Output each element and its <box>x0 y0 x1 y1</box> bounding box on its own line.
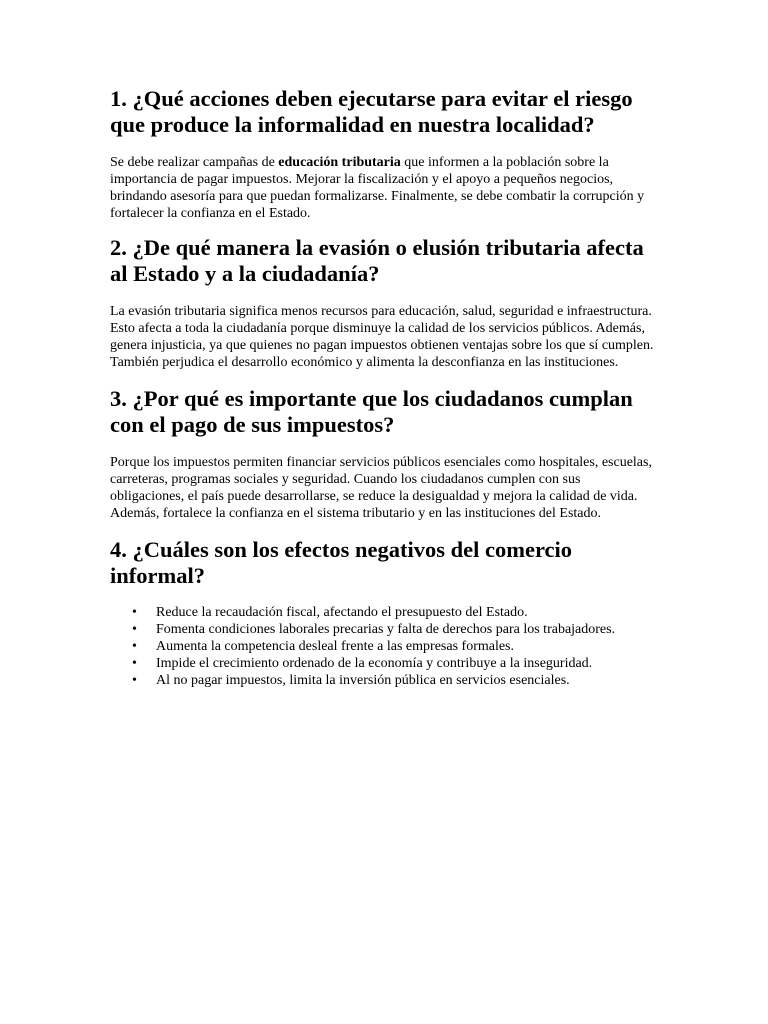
answer-1-paragraph <box>110 154 658 222</box>
answer-1-text-end: que informen a la población sobre la importancia de pagar impuestos. Mejorar la fiscalización y el apoyo a pequeños negocios, brindando asesoría para que puedan formalizarse. Finalmente, se debe combatir la corrupción y fortalecer la confianza en el Estado. <box>110 155 645 221</box>
list-item-text: Aumenta la competencia desleal frente a las empresas formales. <box>156 639 515 654</box>
bullet-icon: • <box>132 639 137 654</box>
answer-4-bullet-list <box>110 604 658 689</box>
bullet-icon: • <box>132 656 137 671</box>
question-3-heading: 3. ¿Por qué es importante que los ciudadanos cumplan con el pago de sus impuestos? <box>110 386 633 437</box>
list-item <box>132 655 658 672</box>
list-item <box>132 672 658 689</box>
answer-3-paragraph: Porque los impuestos permiten financiar servicios públicos esenciales como hospitales, escuelas, carreteras, programas sociales y seguridad. Cuando los ciudadanos cumplen con sus obligaciones, el país puede desarrollarse, se reduce la desigualdad y mejora la calidad de vida. Además, fortalece la confianza en el sistema tributario y en las instituciones del Estado. <box>110 455 652 521</box>
list-item <box>132 638 658 655</box>
answer-1-text-start: Se debe realizar campañas de <box>110 155 279 170</box>
bullet-icon: • <box>132 605 137 620</box>
list-item <box>132 621 658 638</box>
list-item-text: Reduce la recaudación fiscal, afectando el presupuesto del Estado. <box>156 605 528 620</box>
question-4-heading: 4. ¿Cuáles son los efectos negativos del comercio informal? <box>110 537 573 588</box>
list-item-text: Impide el crecimiento ordenado de la economía y contribuye a la inseguridad. <box>156 656 593 671</box>
bullet-icon: • <box>132 673 137 688</box>
bullet-icon: • <box>132 622 137 637</box>
question-2-heading: 2. ¿De qué manera la evasión o elusión tributaria afecta al Estado y a la ciudadanía? <box>110 235 644 286</box>
question-1-heading: 1. ¿Qué acciones deben ejecutarse para evitar el riesgo que produce la informalidad en nuestra localidad? <box>110 86 633 137</box>
list-item-text: Fomenta condiciones laborales precarias y falta de derechos para los trabajadores. <box>156 622 616 637</box>
list-item-text: Al no pagar impuestos, limita la inversión pública en servicios esenciales. <box>156 673 570 688</box>
answer-2-paragraph: La evasión tributaria significa menos recursos para educación, salud, seguridad e infraestructura. Esto afecta a toda la ciudadanía porque disminuye la calidad de los servicios públicos. Además, genera injusticia, ya que quienes no pagan impuestos obtienen ventajas sobre los que sí cumplen. También perjudica el desarrollo económico y alimenta la desconfianza en las instituciones. <box>110 304 654 370</box>
list-item <box>132 604 658 621</box>
answer-1-bold-term: educación tributaria <box>278 155 401 170</box>
